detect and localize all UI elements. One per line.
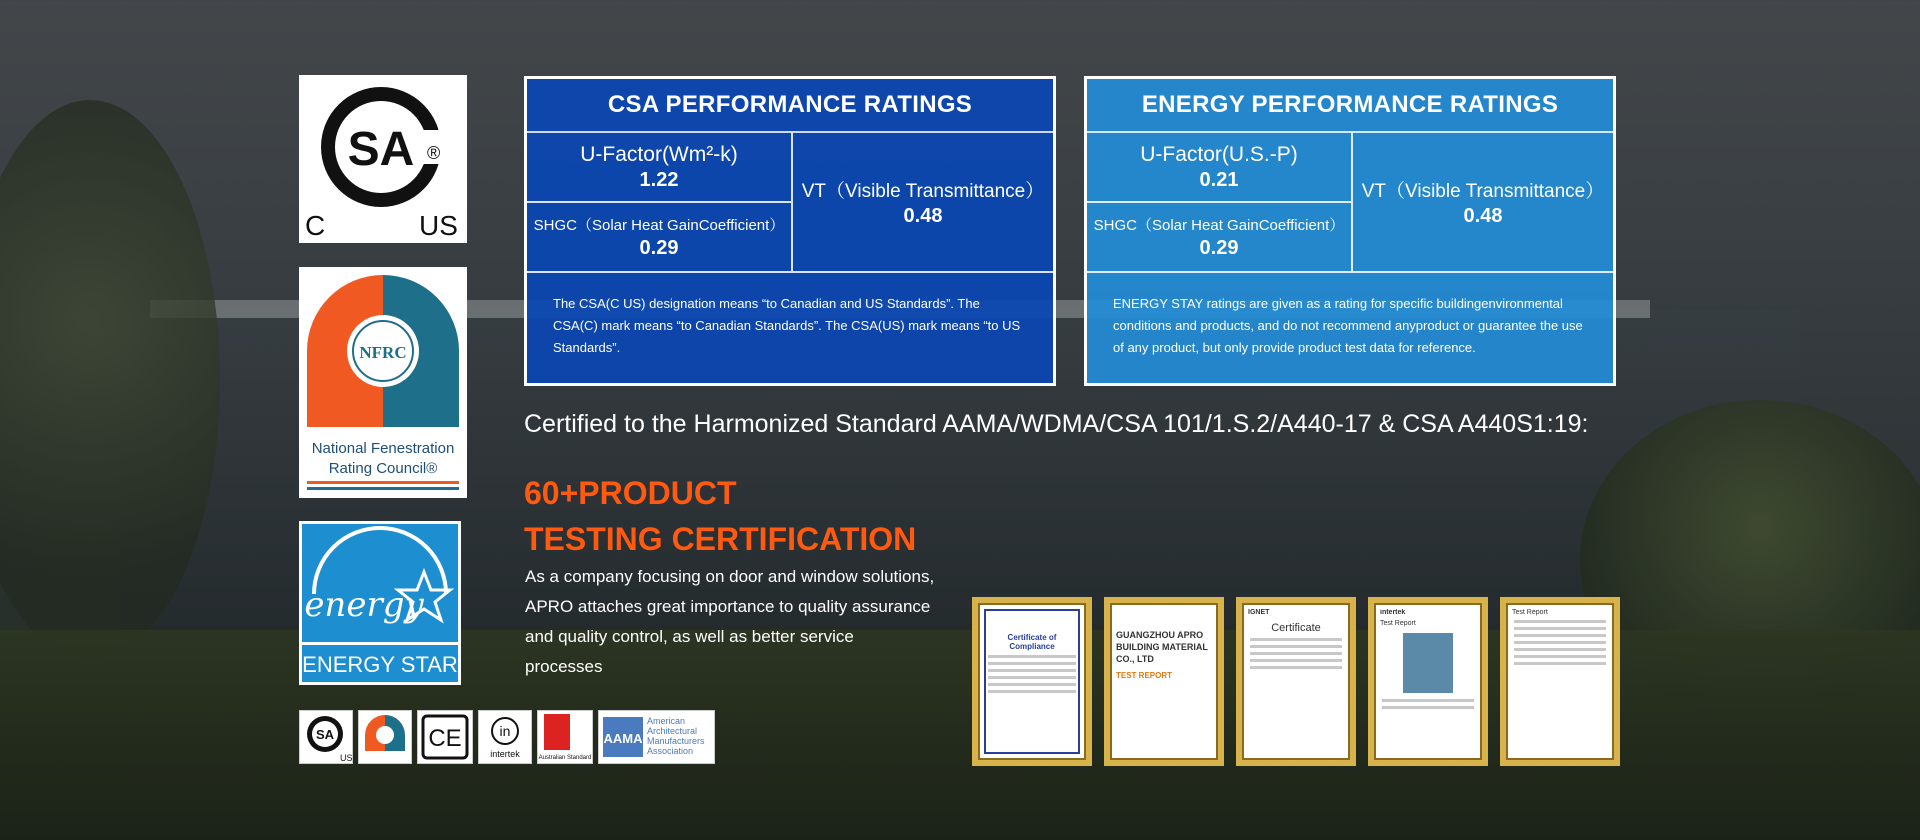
- mini-csa-logo: [299, 710, 353, 764]
- ce-mark-icon: [418, 711, 472, 763]
- certificate-3-brand: IGNET: [1248, 609, 1270, 616]
- certificate-2-heading: GUANGZHOU APRO BUILDING MATERIAL CO., LTD: [1116, 630, 1208, 664]
- csa-u-factor-label: U-Factor(Wm²-k): [580, 142, 738, 166]
- energy-vt-value: 0.48: [1463, 205, 1503, 227]
- aama-name: American Architectural Manufacturers Association: [647, 716, 705, 756]
- csa-logo-icon: [299, 75, 467, 243]
- energy-ratings-grid: [1087, 133, 1613, 273]
- mini-australian-standard-logo: [537, 710, 593, 764]
- svg-text:SA: SA: [347, 123, 415, 176]
- mini-nfrc-icon: [359, 711, 411, 763]
- nfrc-caption-line2: Rating Council®: [328, 460, 438, 477]
- energy-ratings-panel: [1084, 76, 1616, 386]
- ce-mark-text: CE: [428, 725, 462, 752]
- csa-shgc-label: SHGC（Solar Heat GainCoefficient）: [533, 217, 785, 234]
- csa-vt-value: 0.48: [903, 205, 943, 227]
- energy-star-icon: [302, 524, 458, 682]
- energy-star-logo: [299, 521, 461, 685]
- csa-u-factor-value: 1.22: [639, 168, 679, 191]
- energy-star-caption: ENERGY STAR: [302, 652, 458, 677]
- certificate-1[interactable]: [972, 597, 1092, 766]
- certificate-2[interactable]: [1104, 597, 1224, 766]
- csa-c-letter: C: [305, 210, 326, 241]
- certificate-5-heading: Test Report: [1512, 609, 1548, 616]
- aama-mark-text: AAMA: [603, 731, 643, 746]
- certificate-4-brand: intertek: [1380, 609, 1406, 616]
- mini-csa-icon: [300, 711, 352, 763]
- certificate-3[interactable]: [1236, 597, 1356, 766]
- nfrc-logo: [299, 267, 467, 498]
- certificate-5[interactable]: [1500, 597, 1620, 766]
- csa-registered: ®: [427, 143, 441, 163]
- energy-note: ENERGY STAY ratings are given as a rating for specific buildingenvironmental conditions and products, and do not recommend anyproduct or guarantee the use of any product, but only provide product test data for reference.: [1113, 296, 1583, 355]
- energy-vt-label: VT（Visible Transmittance）: [1361, 181, 1605, 202]
- energy-shgc-label: SHGC（Solar Heat GainCoefficient）: [1093, 217, 1345, 234]
- mini-ce-logo: [417, 710, 473, 764]
- intertek-icon: [479, 711, 531, 763]
- headline-line1: 60+PRODUCT: [524, 475, 737, 511]
- headline: [524, 470, 916, 562]
- energy-vt-cell: [1353, 133, 1613, 271]
- csa-panel-title: CSA PERFORMANCE RATINGS: [527, 79, 1053, 133]
- australian-standard-text: Australian Standard: [538, 755, 592, 761]
- certificate-1-heading: Certificate of Compliance: [1007, 633, 1057, 651]
- australian-standard-icon: [538, 711, 592, 763]
- nfrc-caption-line1: National Fenestration: [311, 440, 455, 457]
- certificate-2-sub: TEST REPORT: [1116, 671, 1173, 680]
- nfrc-badge-text: NFRC: [359, 343, 407, 362]
- svg-text:SA: SA: [315, 727, 335, 742]
- csa-us-letters: US: [419, 210, 458, 241]
- energy-shgc-cell: [1087, 201, 1351, 271]
- certificate-3-heading: Certificate: [1271, 622, 1321, 634]
- csa-ratings-grid: [527, 133, 1053, 273]
- csa-vt-cell: [793, 133, 1053, 271]
- svg-text:in: in: [499, 723, 511, 739]
- csa-shgc-cell: [527, 201, 791, 271]
- csa-ratings-panel: [524, 76, 1056, 386]
- certified-standard-text: Certified to the Harmonized Standard AAMA/WDMA/CSA 101/1.S.2/A440-17 & CSA A440S1:19:: [524, 410, 1589, 438]
- company-description: As a company focusing on door and window solutions, APRO attaches great importance to quality assurance and quality control, as well as better service processes: [525, 567, 935, 676]
- energy-u-factor-cell: [1087, 133, 1351, 201]
- energy-u-factor-label: U-Factor(U.S.-P): [1140, 142, 1298, 166]
- certificate-4-heading: Test Report: [1380, 620, 1416, 627]
- csa-vt-label: VT（Visible Transmittance）: [801, 181, 1045, 202]
- energy-u-factor-value: 0.21: [1199, 168, 1239, 191]
- intertek-text: intertek: [490, 749, 520, 759]
- mini-intertek-logo: [478, 710, 532, 764]
- csa-note: The CSA(C US) designation means “to Canadian and US Standards”. The CSA(C) mark means “to Canadian Standards”. The CSA(US) mark means “to US Standards”.: [553, 296, 1021, 355]
- energy-panel-title: ENERGY PERFORMANCE RATINGS: [1087, 79, 1613, 133]
- csa-u-factor-cell: [527, 133, 791, 201]
- certificate-4[interactable]: [1368, 597, 1488, 766]
- csa-shgc-value: 0.29: [639, 237, 679, 259]
- energy-shgc-value: 0.29: [1199, 237, 1239, 259]
- mini-aama-logo: [598, 710, 715, 764]
- mini-nfrc-logo: [358, 710, 412, 764]
- energy-script: energy: [304, 585, 424, 625]
- svg-text:US: US: [340, 753, 352, 763]
- nfrc-logo-icon: [299, 267, 467, 498]
- headline-line2: TESTING CERTIFICATION: [524, 521, 917, 557]
- csa-logo: [299, 75, 467, 243]
